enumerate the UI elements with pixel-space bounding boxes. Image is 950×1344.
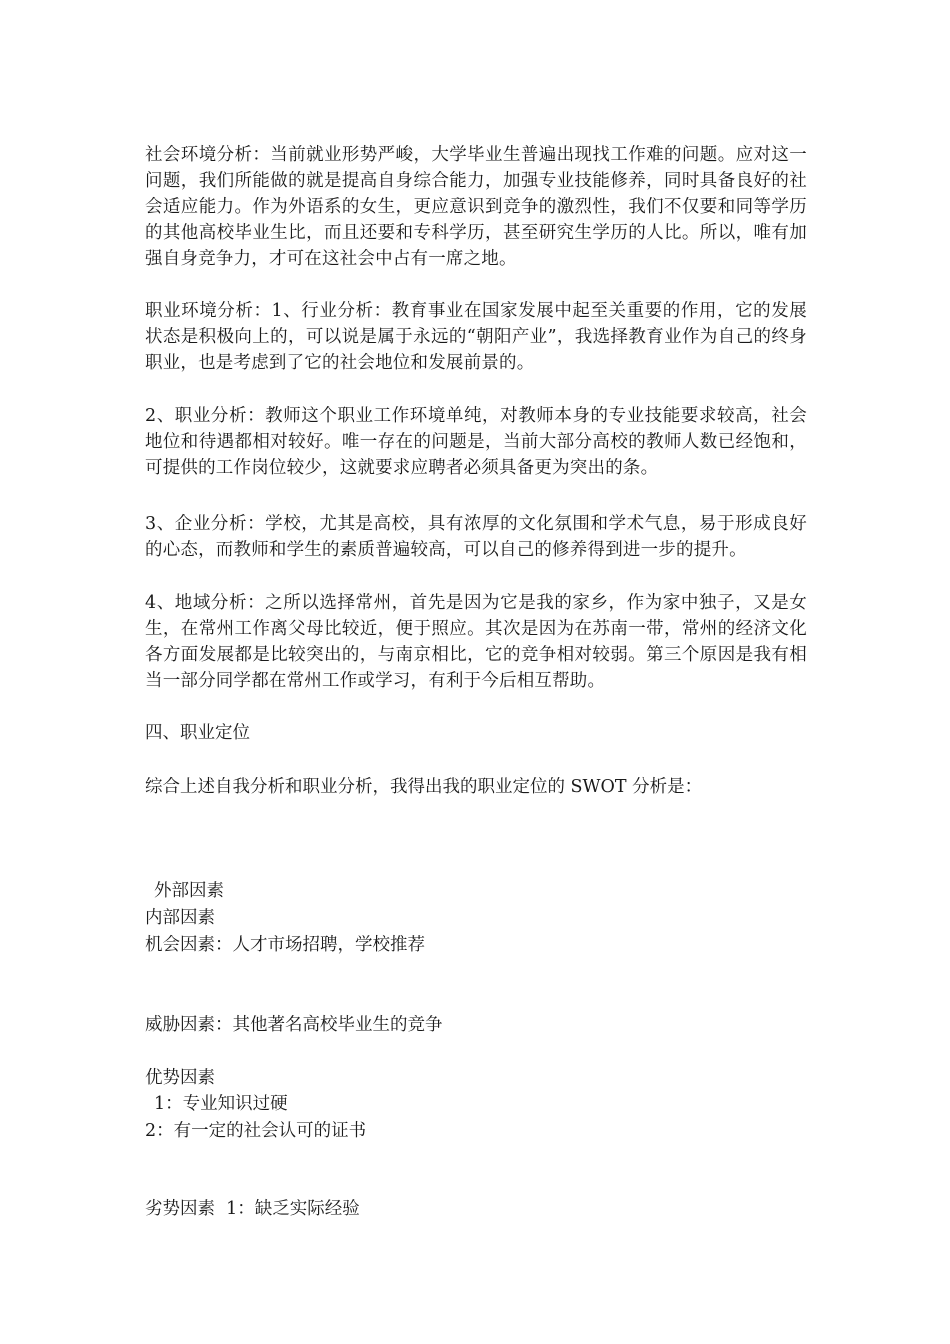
swot-strength-item-1: 1：专业知识过硬 (154, 1094, 288, 1114)
swot-strength-item-2: 2：有一定的社会认可的证书 (145, 1121, 367, 1141)
swot-intro: 综合上述自我分析和职业分析，我得出我的职业定位的 SWOT 分析是： (145, 777, 703, 797)
swot-internal-label: 内部因素 (145, 908, 215, 928)
job-analysis-paragraph: 2、职业分析：教师这个职业工作环境单纯，对教师本身的专业技能要求较高，社会地位和待遇都相对较好。唯一存在的问题是，当前大部分高校的教师人数已经饱和，可提供的工作岗位较少，这就要求应聘者必须具备更为突出的条。 (145, 406, 807, 478)
region-analysis-paragraph: 4、地域分析：之所以选择常州，首先是因为它是我的家乡，作为家中独子，又是女生，在常州工作离父母比较近，便于照应。其次是因为在苏南一带，常州的经济文化各方面发展都是比较突出的，与南京相比，它的竞争相对较弱。第三个原因是我有相当一部分同学都在常州工作或学习，有利于今后相互帮助。 (145, 593, 807, 691)
swot-opportunity: 机会因素：人才市场招聘，学校推荐 (145, 935, 425, 955)
swot-strength-title: 优势因素 (145, 1068, 215, 1088)
swot-external-label: 外部因素 (154, 881, 224, 901)
enterprise-analysis-paragraph: 3、企业分析：学校，尤其是高校，具有浓厚的文化氛围和学术气息，易于形成良好的心态，而教师和学生的素质普遍较高，可以自己的修养得到进一步的提升。 (145, 514, 807, 560)
career-environment-paragraph: 职业环境分析：1、行业分析：教育事业在国家发展中起至关重要的作用，它的发展状态是积极向上的，可以说是属于永远的“朝阳产业”，我选择教育业作为自己的终身职业，也是考虑到了它的社会地位和发展前景的。 (145, 301, 807, 373)
swot-weakness: 劣势因素 1：缺乏实际经验 (145, 1199, 360, 1219)
swot-threat: 威胁因素：其他著名高校毕业生的竞争 (145, 1015, 443, 1035)
section-heading: 四、职业定位 (145, 723, 250, 743)
social-environment-paragraph: 社会环境分析：当前就业形势严峻，大学毕业生普遍出现找工作难的问题。应对这一问题，我们所能做的就是提高自身综合能力，加强专业技能修养，同时具备良好的社会适应能力。作为外语系的女生，更应意识到竞争的激烈性，我们不仅要和同等学历的其他高校毕业生比，而且还要和专科学历，甚至研究生学历的人比。所以，唯有加强自身竞争力，才可在这社会中占有一席之地。 (145, 145, 807, 269)
